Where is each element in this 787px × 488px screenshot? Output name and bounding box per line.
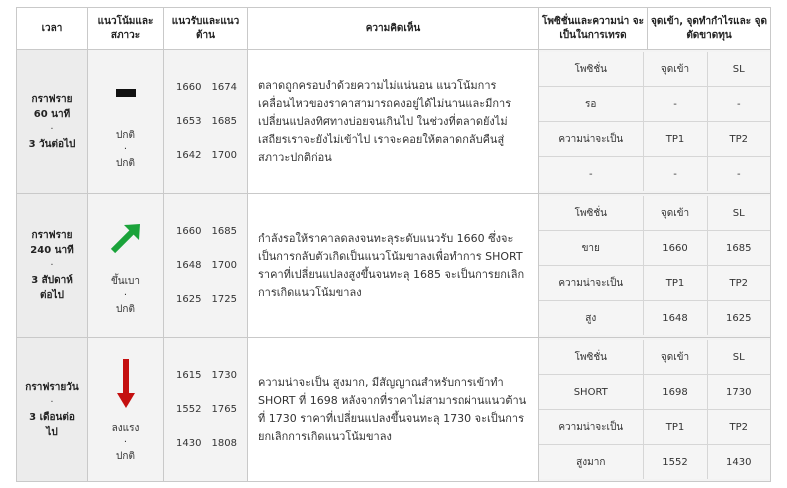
level-pair — [164, 359, 247, 393]
trend-label: ขึ้นเบา — [110, 275, 141, 287]
grid-cell: ความน่าจะเป็น — [539, 410, 643, 445]
timeframe-line: 3 เดือนต่อ — [29, 411, 75, 423]
timeframe-line: กราฟราย — [31, 230, 73, 241]
header-position-entry — [539, 8, 771, 50]
level-pair — [164, 139, 247, 173]
resistance-value: 1725 — [211, 294, 237, 305]
grid-cell: 1430 — [707, 445, 770, 480]
level-pair — [164, 393, 247, 427]
support-value: 1653 — [176, 116, 202, 127]
position-grid — [539, 340, 770, 479]
support-value: 1660 — [176, 226, 202, 237]
trend-label: ลงแรง — [111, 422, 140, 434]
grid-cell: SL — [707, 52, 770, 87]
state-label: ปกติ — [116, 157, 135, 169]
timeframe-line: 240 นาที — [30, 245, 74, 256]
support-value: 1430 — [176, 438, 202, 449]
grid-cell: 1730 — [707, 375, 770, 410]
grid-cell: 1698 — [643, 375, 707, 410]
grid-cell: ความน่าจะเป็น — [539, 266, 643, 301]
grid-cell: TP1 — [643, 410, 707, 445]
level-pair — [164, 215, 247, 249]
timeframe-cell — [17, 194, 88, 338]
grid-cell: - — [643, 87, 707, 122]
level-pair — [164, 71, 247, 105]
trend-sep: · — [123, 143, 128, 155]
support-value: 1615 — [176, 370, 202, 381]
timeframe-sep: · — [50, 123, 54, 135]
trend-cell — [88, 50, 164, 194]
table-row — [17, 50, 771, 194]
trend-cell — [88, 338, 164, 482]
resistance-value: 1765 — [211, 404, 237, 415]
support-value: 1642 — [176, 150, 202, 161]
grid-cell: 1625 — [707, 301, 770, 336]
grid-cell: TP1 — [643, 266, 707, 301]
levels-cell — [164, 194, 248, 338]
position-grid-cell — [539, 194, 771, 338]
timeframe-cell — [17, 50, 88, 194]
grid-cell: โพซิชั่น — [539, 196, 643, 231]
grid-cell: สูงมาก — [539, 445, 643, 480]
grid-cell: จุดเข้า — [643, 52, 707, 87]
level-pair — [164, 283, 247, 317]
header-trend: แนวโน้มและ สภาวะ — [88, 8, 164, 50]
support-value: 1625 — [176, 294, 202, 305]
comment-cell: กำลังรอให้ราคาลดลงจนทะลุระดับแนวรับ 1660 ซึ่งจะเป็นการกลับตัวเกิดเป็นแนวโน้มขาลงเพื่อทำการ SHORT ราคาที่เปลี่ยนแปลงสูงขึ้นจนทะลุ 1685 จะเป็นการยกเลิกการเกิดแนวโน้มขาลง — [248, 194, 539, 338]
grid-cell: - — [539, 157, 643, 192]
grid-cell: TP1 — [643, 122, 707, 157]
grid-cell: 1660 — [643, 231, 707, 266]
position-grid-cell — [539, 50, 771, 194]
grid-cell: 1552 — [643, 445, 707, 480]
timeframe-line: กราฟรายวัน — [25, 381, 79, 393]
flat-bar-icon — [88, 73, 163, 113]
grid-cell: SL — [707, 196, 770, 231]
header-row — [17, 8, 771, 50]
header-position: โพซิชั่นและความน่า จะเป็นในการเทรด — [539, 8, 648, 49]
grid-cell: TP2 — [707, 410, 770, 445]
grid-cell: - — [707, 87, 770, 122]
position-grid — [539, 196, 770, 335]
table-row — [17, 194, 771, 338]
resistance-value: 1685 — [211, 226, 237, 237]
timeframe-sep: · — [50, 260, 54, 271]
arrow-up-right-green-icon — [88, 215, 163, 261]
table-row — [17, 338, 771, 482]
level-pair — [164, 249, 247, 283]
header-levels: แนวรับและแนว ต้าน — [164, 8, 248, 50]
resistance-value: 1730 — [211, 370, 237, 381]
grid-cell: โพซิชั่น — [539, 340, 643, 375]
timeframe-sep: · — [50, 396, 54, 408]
state-label: ปกติ — [116, 303, 135, 315]
comment-cell: ความน่าจะเป็น สูงมาก, มีสัญญาณสำหรับการเข้าทำ SHORT ที่ 1698 หลังจากที่ราคาไม่สามารถผ่านแนวต้านที่ 1730 ราคาที่เปลี่ยนแปลงขึ้นจนทะลุ 1730 จะเป็นการยกเลิกการเกิดแนวโน้มขาลง — [248, 338, 539, 482]
grid-cell: ขาย — [539, 231, 643, 266]
trend-label: ปกติ — [116, 129, 135, 141]
grid-cell: SL — [707, 340, 770, 375]
timeframe-line: 3 สัปดาห์ — [31, 275, 73, 286]
resistance-value: 1700 — [211, 260, 237, 271]
resistance-value: 1808 — [211, 438, 237, 449]
grid-cell: ความน่าจะเป็น — [539, 122, 643, 157]
timeframe-line: 3 วันต่อไป — [28, 138, 76, 150]
grid-cell: รอ — [539, 87, 643, 122]
position-grid-cell — [539, 338, 771, 482]
timeframe-line: 60 นาที — [33, 108, 71, 120]
resistance-value: 1674 — [211, 82, 237, 93]
forecast-table — [16, 7, 771, 482]
comment-cell: ตลาดถูกครอบงำด้วยความไม่แน่นอน แนวโน้มการเคลื่อนไหวของราคาสามารถคงอยู่ได้ไม่นานและมีการเปลี่ยนแปลงทิศทางบ่อยจนเกินไป ในช่วงที่ตลาดยังไม่เสถียรเราจะยังไม่เข้าไป เราจะคอยให้ตลาดกลับคืนสู่สภาวะปกติก่อน — [248, 50, 539, 194]
grid-cell: - — [643, 157, 707, 192]
grid-cell: โพซิชั่น — [539, 52, 643, 87]
trend-cell — [88, 194, 164, 338]
header-entry: จุดเข้า, จุดทำกำไรและ จุดตัดขาดทุน — [651, 15, 767, 41]
level-pair — [164, 105, 247, 139]
grid-cell: จุดเข้า — [643, 196, 707, 231]
timeframe-line: ไป — [46, 426, 58, 438]
grid-cell: จุดเข้า — [643, 340, 707, 375]
resistance-value: 1700 — [211, 150, 237, 161]
grid-cell: TP2 — [707, 122, 770, 157]
timeframe-cell — [17, 338, 88, 482]
support-value: 1648 — [176, 260, 202, 271]
arrow-down-red-icon — [88, 356, 163, 412]
state-label: ปกติ — [116, 450, 135, 462]
levels-cell — [164, 338, 248, 482]
position-grid — [539, 52, 770, 191]
support-value: 1552 — [176, 404, 202, 415]
header-time: เวลา — [17, 8, 88, 50]
grid-cell: - — [707, 157, 770, 192]
levels-cell — [164, 50, 248, 194]
level-pair — [164, 427, 247, 461]
grid-cell: สูง — [539, 301, 643, 336]
support-value: 1660 — [176, 82, 202, 93]
header-comment: ความคิดเห็น — [248, 8, 539, 50]
grid-cell: TP2 — [707, 266, 770, 301]
timeframe-line: ต่อไป — [40, 290, 64, 301]
trend-sep: · — [123, 289, 128, 301]
grid-cell: SHORT — [539, 375, 643, 410]
trend-sep: · — [123, 436, 128, 448]
timeframe-line: กราฟราย — [31, 93, 73, 105]
resistance-value: 1685 — [211, 116, 237, 127]
grid-cell: 1648 — [643, 301, 707, 336]
grid-cell: 1685 — [707, 231, 770, 266]
